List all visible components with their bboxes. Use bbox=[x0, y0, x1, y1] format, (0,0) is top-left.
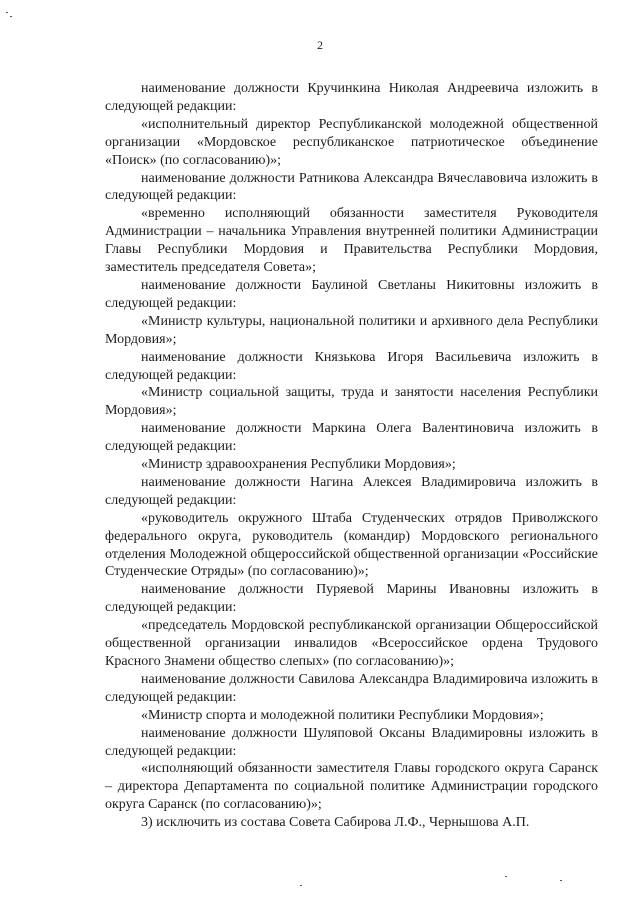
scan-artifact bbox=[10, 16, 12, 17]
page-number: 2 bbox=[317, 38, 323, 52]
paragraph-15: наименование должности Савилова Александра Владимировича изложить в следующей редакции: bbox=[105, 671, 598, 705]
paragraph-13: наименование должности Пуряевой Марины Ивановны изложить в следующей редакции: bbox=[105, 582, 598, 616]
paragraph-12: «руководитель окружного Штаба Студенческих отрядов Приволжского федерального округа, руководитель (командир) Мордовского регионального отделения Молодежной общероссийской общественной организации «Российские Студенческие Отряды» (по согласованию)»; bbox=[105, 510, 598, 580]
paragraph-5: наименование должности Баулиной Светланы Никитовны изложить в следующей редакции: bbox=[105, 277, 598, 311]
paragraph-8: «Министр социальной защиты, труда и занятости населения Республики Мордовия»; bbox=[105, 385, 598, 419]
document-body bbox=[105, 80, 598, 832]
paragraph-11: наименование должности Нагина Алексея Владимировича изложить в следующей редакции: bbox=[105, 474, 598, 508]
paragraph-14: «председатель Мордовской республиканской организации Общероссийской общественной организации инвалидов «Всероссийское ордена Трудового Красного Знамени общество слепых» (по согласованию)»; bbox=[105, 618, 598, 669]
scan-artifact bbox=[560, 880, 562, 881]
paragraph-19: 3) исключить из состава Совета Сабирова Л.Ф., Чернышова А.П. bbox=[141, 815, 530, 831]
paragraph-1: наименование должности Кручинкина Николая Андреевича изложить в следующей редакции: bbox=[105, 81, 598, 114]
scan-artifact bbox=[300, 885, 302, 886]
paragraph-18: «исполняющий обязанности заместителя Главы городского округа Саранск – директора Департамента по социальной политике Администрации городского округа Саранск (по согласованию)»; bbox=[105, 761, 598, 813]
scan-artifact bbox=[505, 876, 507, 877]
paragraph-4: «временно исполняющий обязанности заместителя Руководителя Администрации – начальника Управления внутренней политики Администрации Главы Республики Мордовия и Правительства Республики Мордовия, заместитель председателя Совета»; bbox=[105, 206, 598, 276]
paragraph-17: наименование должности Шуляповой Оксаны Владимировны изложить в следующей редакции: bbox=[105, 725, 598, 759]
paragraph-6: «Министр культуры, национальной политики и архивного дела Республики Мордовия»; bbox=[105, 313, 598, 347]
paragraph-7: наименование должности Князькова Игоря Васильевича изложить в следующей редакции: bbox=[105, 349, 598, 383]
paragraph-9: наименование должности Маркина Олега Валентиновича изложить в следующей редакции: bbox=[105, 421, 598, 455]
paragraph-3: наименование должности Ратникова Александра Вячеславовича изложить в следующей редакции: bbox=[105, 170, 598, 204]
paragraph-16: «Министр спорта и молодежной политики Республики Мордовия»; bbox=[141, 707, 544, 723]
scan-artifact bbox=[6, 12, 8, 13]
paragraph-10: «Министр здравоохранения Республики Мордовия»; bbox=[141, 457, 456, 473]
paragraph-2: «исполнительный директор Республиканской молодежной общественной организации «Мордовское республиканское патриотическое объединение «Поиск» (по согласованию)»; bbox=[105, 116, 598, 168]
